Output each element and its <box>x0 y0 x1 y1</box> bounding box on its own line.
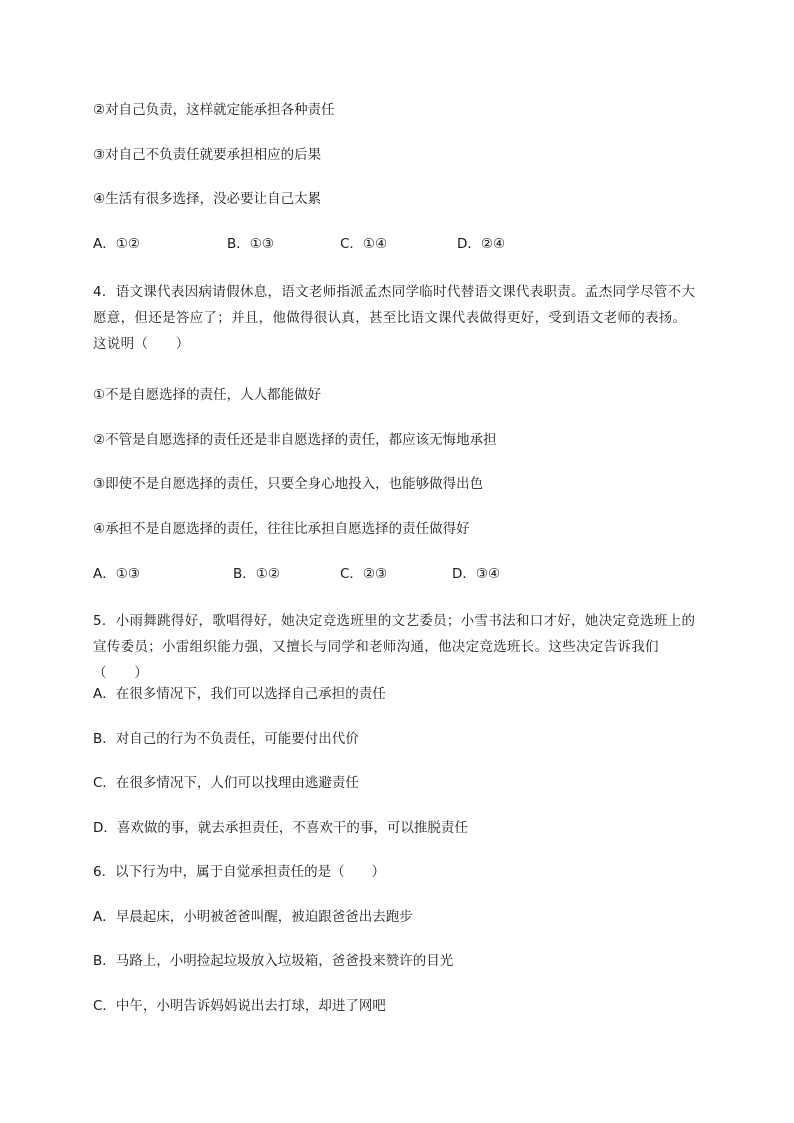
q3-option-b: B．①③ <box>227 236 274 252</box>
q4-statement-1: ①不是自愿选择的责任，人人都能做好 <box>93 387 322 403</box>
q6-option-a: A．早晨起床，小明被爸爸叫醒，被迫跟爸爸出去跑步 <box>93 909 413 925</box>
q4-stem-line-3: 这说明（ ） <box>93 336 190 352</box>
q5-stem-line-1: 5．小雨舞跳得好，歌唱得好，她决定竞选班里的文艺委员；小雪书法和口才好，她决定竞选班上的 <box>93 613 696 629</box>
q4-option-d: D．③④ <box>452 566 501 582</box>
q6-stem: 6．以下行为中，属于自觉承担责任的是（ ） <box>93 864 386 880</box>
q5-stem-line-2: 宣传委员；小雷组织能力强，又擅长与同学和老师沟通，他决定竞选班长。这些决定告诉我们（ ） <box>93 639 659 681</box>
q4-option-c: C．②③ <box>340 566 388 582</box>
q4-option-b: B．①② <box>233 566 280 582</box>
q3-statement-2: ②对自己负责，这样就定能承担各种责任 <box>93 102 335 118</box>
q4-option-a: A．①③ <box>93 566 140 582</box>
q6-option-b: B．马路上，小明捡起垃圾放入垃圾箱，爸爸投来赞许的目光 <box>93 953 454 969</box>
q3-option-c: C．①④ <box>340 236 388 252</box>
q4-stem-line-1: 4．语文课代表因病请假休息，语文老师指派孟杰同学临时代替语文课代表职责。孟杰同学尽管不大 <box>93 284 696 300</box>
q6-option-c: C．中午，小明告诉妈妈说出去打球，却进了网吧 <box>93 998 386 1014</box>
q3-option-a: A．①② <box>93 236 140 252</box>
q5-option-a: A．在很多情况下，我们可以选择自己承担的责任 <box>93 686 386 702</box>
q3-statement-4: ④生活有很多选择，没必要让自己太累 <box>93 191 322 207</box>
q5-option-c: C．在很多情况下，人们可以找理由逃避责任 <box>93 775 359 791</box>
q4-statement-3: ③即使不是自愿选择的责任，只要全身心地投入，也能够做得出色 <box>93 476 484 492</box>
q4-statement-4: ④承担不是自愿选择的责任，往往比承担自愿选择的责任做得好 <box>93 521 470 537</box>
q5-stem <box>93 608 705 686</box>
q5-option-d: D．喜欢做的事，就去承担责任，不喜欢干的事，可以推脱责任 <box>93 820 468 836</box>
q5-option-b: B．对自己的行为不负责任，可能要付出代价 <box>93 731 359 747</box>
q4-stem <box>93 279 705 357</box>
q4-stem-line-2: 愿意，但还是答应了；并且，他做得很认真，甚至比语文课代表做得更好，受到语文老师的表扬。 <box>93 310 687 326</box>
q3-statement-3: ③对自己不负责任就要承担相应的后果 <box>93 147 322 163</box>
q3-option-d: D．②④ <box>457 236 506 252</box>
q4-statement-2: ②不管是自愿选择的责任还是非自愿选择的责任，都应该无悔地承担 <box>93 432 497 448</box>
